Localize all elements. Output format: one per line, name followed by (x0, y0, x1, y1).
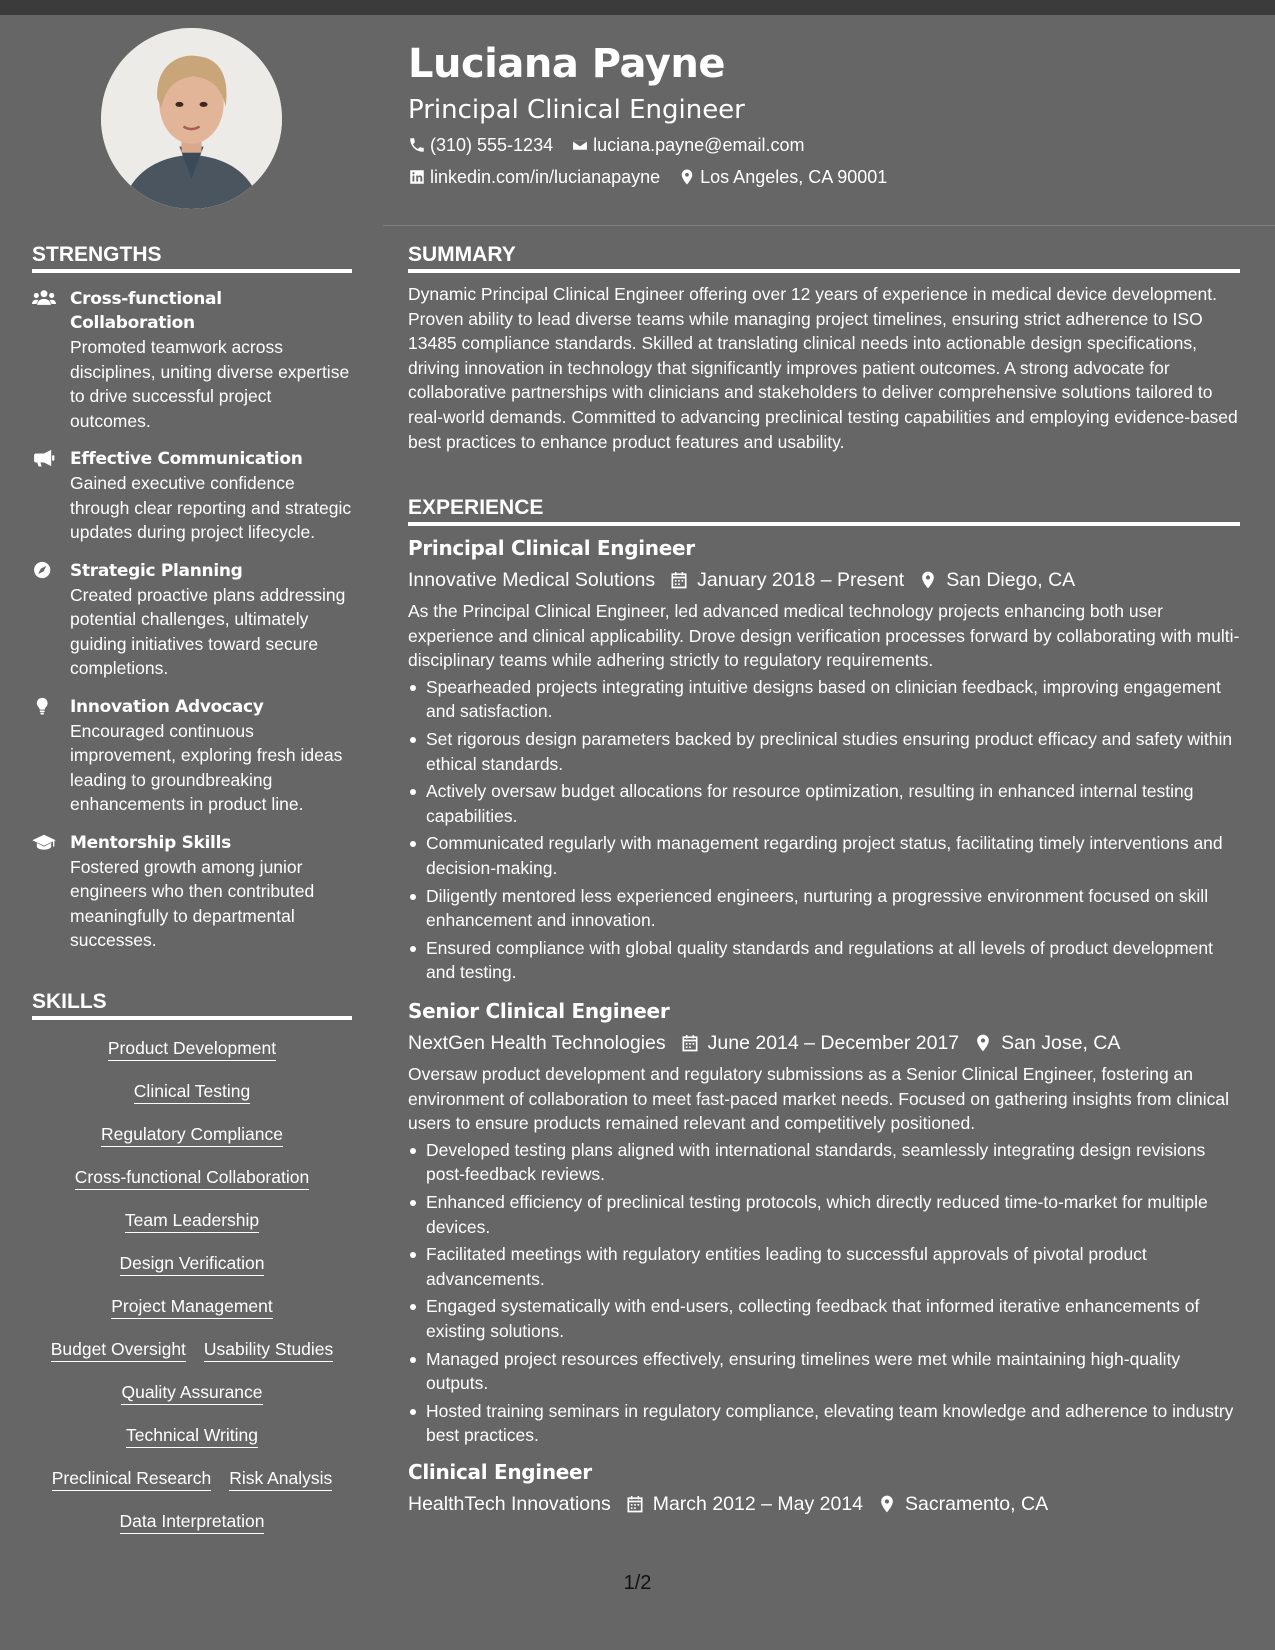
strength-title: Strategic Planning (70, 560, 243, 581)
job-location: Sacramento, CA (905, 1493, 1049, 1515)
calendar-icon (680, 1033, 700, 1053)
summary-text: Dynamic Principal Clinical Engineer offering over 12 years of experience in medical device development. Proven ability to lead diverse teams while managing project timelines, ensuring strict adherence to ISO 13485 compliance standards. Skilled at translating clinical needs into actionable design specifications, driving innovation in technology that significantly improves patient outcomes. A strong advocate for collaborative partnerships with clinicians and stakeholders to deliver comprehensive solutions tailored to real-world demands. Committed to advancing preclinical testing capabilities and employing evidence-based best practices to enhance product features and usability. (408, 284, 1238, 452)
strength-description: Gained executive confidence through clear reporting and strategic updates during project lifecycle. (70, 473, 352, 542)
job-bullet: Developed testing plans aligned with international standards, seamlessly integrating design revisions post-feedback reviews. (408, 1138, 1240, 1187)
compass-icon (32, 561, 56, 579)
profile-photo (101, 28, 282, 209)
experience-heading: EXPERIENCE (408, 496, 1240, 526)
candidate-title: Principal Clinical Engineer (408, 95, 745, 125)
linkedin-contact[interactable] (408, 168, 660, 186)
page-number: 1/2 (623, 1572, 652, 1594)
strength-item (32, 831, 352, 953)
skill-tag: Product Development (108, 1037, 276, 1061)
company-name: HealthTech Innovations (408, 1493, 611, 1515)
strength-description: Created proactive plans addressing potential challenges, ultimately guiding initiatives toward secure completions. (70, 584, 346, 678)
job-bullet: Managed project resources effectively, ensuring timelines were met while maintaining high-quality outputs. (408, 1347, 1240, 1396)
strength-item (32, 559, 352, 681)
strength-description: Encouraged continuous improvement, exploring fresh ideas leading to groundbreaking enhancements in product line. (70, 720, 343, 814)
users-icon (32, 289, 56, 307)
job-bullet: Communicated regularly with management regarding project status, facilitating timely interventions and decision-making. (408, 831, 1240, 880)
linkedin-text[interactable]: linkedin.com/in/lucianapayne (430, 167, 661, 187)
job-bullet: Actively oversaw budget allocations for resource optimization, resulting in enhanced internal testing capabilities. (408, 779, 1240, 828)
job-entry (408, 999, 1240, 1451)
map-pin-icon (877, 1494, 897, 1514)
job-dates: January 2018 – Present (697, 569, 905, 591)
email-text[interactable]: luciana.payne@email.com (593, 135, 805, 155)
strength-title: Effective Communication (70, 449, 303, 469)
job-meta (408, 1492, 1240, 1516)
job-bullet: Enhanced efficiency of preclinical testing protocols, which directly reduced time-to-market for multiple devices. (408, 1190, 1240, 1239)
phone-text: (310) 555-1234 (430, 135, 554, 155)
job-title: Principal Clinical Engineer (408, 536, 695, 560)
strength-title: Mentorship Skills (70, 832, 231, 853)
job-bullet: Ensured compliance with global quality standards and regulations at all levels of product development and testing. (408, 936, 1240, 985)
job-description: Oversaw product development and regulatory submissions as a Senior Clinical Engineer, fostering an environment of collaboration to meet fast-paced market needs. Focused on gathering insights from clinical users to ensure products remained relevant and competitively positioned. (408, 1064, 1229, 1134)
summary-heading: SUMMARY (408, 243, 1240, 273)
phone-icon (408, 136, 426, 154)
strengths-list (32, 287, 352, 967)
megaphone-icon (32, 449, 56, 467)
location-text: Los Angeles, CA 90001 (700, 167, 888, 187)
skills-list (32, 1037, 352, 1553)
skill-tag: Team Leadership (125, 1209, 259, 1233)
email-contact[interactable] (571, 136, 804, 154)
job-title: Clinical Engineer (408, 1460, 592, 1484)
job-location: San Jose, CA (1001, 1032, 1121, 1054)
job-bullet: Engaged systematically with end-users, collecting feedback that informed iterative enhancements of existing solutions. (408, 1294, 1240, 1343)
company-name: NextGen Health Technologies (408, 1032, 666, 1054)
contact-row-2 (408, 168, 905, 186)
skill-tag: Budget Oversight (51, 1338, 186, 1362)
skill-tag: Regulatory Compliance (101, 1123, 283, 1147)
calendar-icon (625, 1494, 645, 1514)
skill-tag: Technical Writing (126, 1424, 258, 1448)
job-bullets (408, 675, 1240, 985)
lightbulb-icon (32, 697, 56, 715)
envelope-icon (571, 136, 589, 154)
skill-tag: Data Interpretation (120, 1510, 265, 1534)
strength-description: Promoted teamwork across disciplines, uniting diverse expertise to drive successful project outcomes. (70, 337, 350, 431)
job-location: San Diego, CA (946, 569, 1076, 591)
strengths-heading: STRENGTHS (32, 243, 352, 273)
job-title: Senior Clinical Engineer (408, 999, 670, 1023)
job-bullet: Diligently mentored less experienced engineers, nurturing a progressive environment focused on skill enhancement and innovation. (408, 884, 1240, 933)
company-name: Innovative Medical Solutions (408, 569, 656, 591)
skill-tag: Quality Assurance (121, 1381, 262, 1405)
job-meta (408, 1031, 1240, 1055)
skill-tag: Design Verification (120, 1252, 265, 1276)
top-bar (0, 0, 1275, 15)
skill-tag: Risk Analysis (229, 1467, 332, 1491)
candidate-name: Luciana Payne (408, 41, 725, 87)
job-dates: March 2012 – May 2014 (652, 1493, 864, 1515)
strength-item (32, 695, 352, 817)
strength-item (32, 287, 352, 433)
job-dates: June 2014 – December 2017 (707, 1032, 960, 1054)
strength-title: Cross-functional Collaboration (70, 289, 222, 333)
job-entry (408, 536, 1240, 988)
job-bullet: Spearheaded projects integrating intuitive designs based on clinician feedback, improving engagement and satisfaction. (408, 675, 1240, 724)
job-bullet: Facilitated meetings with regulatory entities leading to successful approvals of pivotal product advancements. (408, 1242, 1240, 1291)
strength-item (32, 447, 352, 545)
portrait-image (101, 28, 282, 209)
job-description: As the Principal Clinical Engineer, led advanced medical technology projects enhancing both user experience and clinical applicability. Drove design verification processes forward by collaborating with multi-disciplinary teams while adhering strictly to regulatory requirements. (408, 601, 1240, 671)
map-pin-icon (678, 168, 696, 186)
skill-tag: Usability Studies (204, 1338, 333, 1362)
job-bullets (408, 1138, 1240, 1448)
map-pin-icon (973, 1033, 993, 1053)
job-bullet: Set rigorous design parameters backed by preclinical studies ensuring product efficacy and safety within ethical standards. (408, 727, 1240, 776)
job-meta (408, 568, 1240, 592)
map-pin-icon (918, 570, 938, 590)
job-bullet: Hosted training seminars in regulatory compliance, elevating team knowledge and adherence to industry best practices. (408, 1399, 1240, 1448)
skill-tag: Clinical Testing (134, 1080, 250, 1104)
job-entry (408, 1460, 1240, 1523)
header-divider (383, 225, 1275, 226)
linkedin-icon (408, 168, 426, 186)
location-contact (678, 168, 887, 186)
skill-tag: Project Management (111, 1295, 272, 1319)
graduation-cap-icon (32, 833, 56, 851)
contact-row-1 (408, 136, 822, 154)
skills-heading: SKILLS (32, 990, 352, 1020)
phone-contact (408, 136, 553, 154)
skill-tag: Cross-functional Collaboration (75, 1166, 309, 1190)
strength-title: Innovation Advocacy (70, 696, 264, 717)
skill-tag: Preclinical Research (52, 1467, 212, 1491)
calendar-icon (669, 570, 689, 590)
strength-description: Fostered growth among junior engineers who then contributed meaningfully to departmental successes. (70, 856, 315, 950)
